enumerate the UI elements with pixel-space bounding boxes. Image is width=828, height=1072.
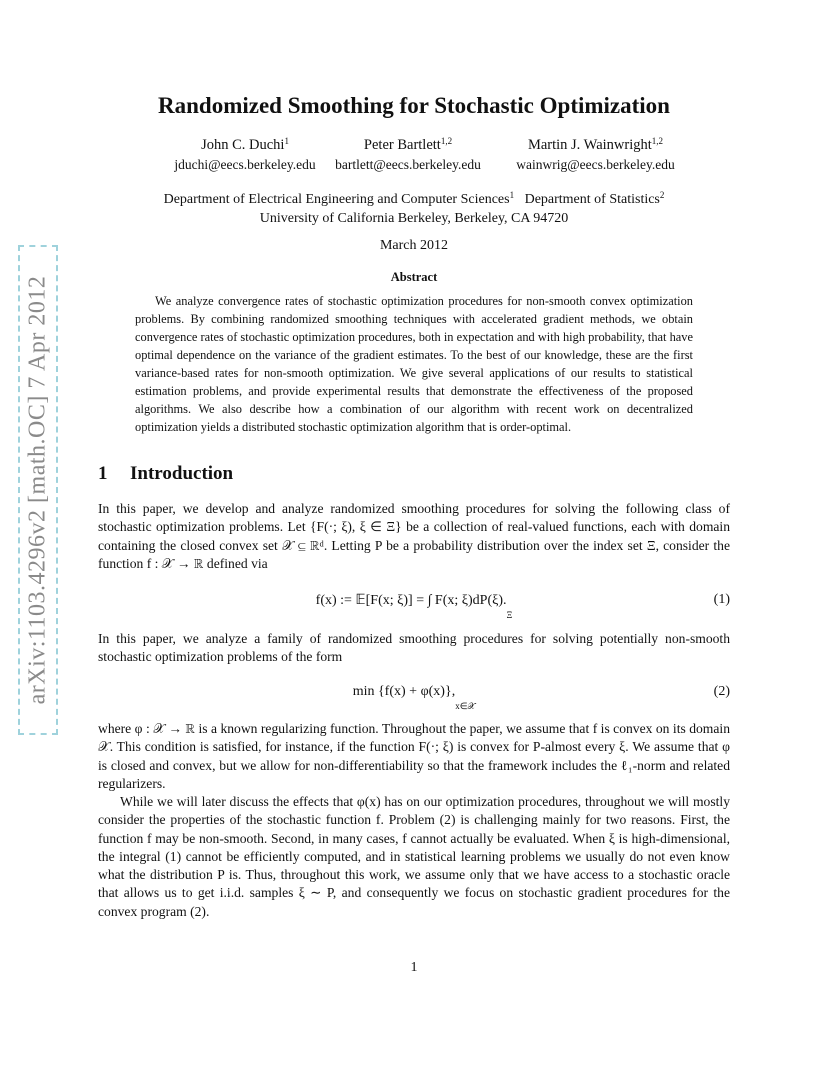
author-wainwright (503, 132, 688, 174)
equation-body: min {f(x) + φ(x)}, (352, 684, 456, 699)
section-number: 1 (98, 463, 108, 484)
paragraph-text: In this paper, we analyze a family of randomized smoothing procedures for solving potentially non-smooth stochastic optimization problems of the form (98, 631, 730, 665)
paragraph-1 (98, 500, 730, 573)
equation-label: (1) (713, 592, 730, 607)
affil-mark-2: 2 (659, 190, 665, 200)
paragraph-3 (98, 720, 730, 793)
paragraph-2 (98, 630, 730, 667)
paragraph-text: where φ : 𝒳 → ℝ is a known regularizing function. Throughout the paper, we assume that f is convex on its domain 𝒳. This condition is satisfied, for instance, if the function F(·; ξ) is convex for P-almost every ξ. We assume that φ is closed and convex, but we allow for non-differentiability so that the framework includes the ℓ₁-norm and related regularizers. (98, 721, 730, 791)
equation-label: (2) (713, 684, 730, 699)
paper-title: Randomized Smoothing for Stochastic Optimization (158, 93, 670, 118)
affil-mark-1: 1 (509, 190, 515, 200)
abstract-text: We analyze convergence rates of stochastic optimization procedures for non-smooth convex optimization problems. By combining randomized smoothing techniques with accelerated gradient methods, we obtain convergence rates of stochastic optimization procedures, both in expectation and with high probability, that have optimal dependence on the variance of the gradient estimates. To the best of our knowledge, these are the first variance-based rates for non-smooth optimization. We give several applications of our results to statistical estimation problems, and provide experimental results that demonstrate the effectiveness of the proposed algorithms. We also describe how a combination of our algorithm with recent work on decentralized optimization yields a distributed stochastic optimization algorithm that is order-optimal. (135, 294, 693, 434)
author-block (0, 132, 828, 172)
arxiv-id[interactable]: arXiv:1103.4296v2 [math.OC] 7 Apr 2012 (24, 275, 51, 705)
author-duchi (160, 132, 330, 174)
equation-subscript: x∈𝒳 (455, 701, 476, 711)
paragraph-text: While we will later discuss the effects that φ(x) has on our optimization procedures, throughout we will mostly consider the properties of the stochastic function f. Problem (2) is challenging mainly for two reasons. First, the function f may be non-smooth. Second, in many cases, f cannot actually be evaluated. When ξ is high-dimensional, the integral (1) cannot be efficiently computed, and in statistical learning problems we usually do not even know what the distribution P is. Thus, throughout this work, we assume only that we have access to a stochastic oracle that allows us to get i.i.d. samples ξ ∼ P, and consequently we focus on stochastic gradient procedures for the convex program (2). (98, 794, 730, 919)
affiliation-dept2: Department of Statistics (524, 192, 660, 207)
page-number: 1 (410, 960, 418, 975)
paper-date: March 2012 (379, 238, 449, 253)
section-title: Introduction (130, 463, 234, 484)
abstract-heading: Abstract (390, 270, 438, 284)
affiliations (98, 186, 730, 228)
paragraph-4 (98, 793, 730, 921)
affiliation-university: University of California Berkeley, Berkeley, CA 94720 (259, 211, 569, 226)
equation-body: f(x) := 𝔼[F(x; ξ)] = ∫ F(x; ξ)dP(ξ). (315, 593, 507, 608)
author-affil-mark: 1,2 (440, 136, 453, 146)
author-affil-mark: 1 (284, 136, 289, 146)
equation-2 (98, 680, 730, 710)
arxiv-stamp (18, 245, 58, 735)
abstract (135, 292, 693, 436)
equation-1 (98, 588, 730, 618)
author-email: bartlett@eecs.berkeley.edu (335, 157, 481, 172)
author-email: jduchi@eecs.berkeley.edu (174, 157, 316, 172)
section-heading (98, 463, 233, 485)
author-affil-mark: 1,2 (651, 136, 664, 146)
author-name: John C. Duchi (201, 137, 285, 153)
author-name: Martin J. Wainwright (527, 137, 652, 153)
equation-subscript: Ξ (506, 610, 513, 620)
affiliation-dept1: Department of Electrical Engineering and Computer Sciences (163, 192, 510, 207)
paragraph-text: In this paper, we develop and analyze randomized smoothing procedures for solving the following class of stochastic optimization problems. Let {F(·; ξ), ξ ∈ Ξ} be a collection of real-valued functions, each with domain containing the closed convex set 𝒳 ⊆ ℝᵈ. Letting P be a probability distribution over the index set Ξ, consider the function f : 𝒳 → ℝ defined via (98, 501, 730, 571)
author-bartlett (318, 132, 498, 174)
author-name: Peter Bartlett (363, 137, 441, 153)
author-email: wainwrig@eecs.berkeley.edu (516, 157, 675, 172)
